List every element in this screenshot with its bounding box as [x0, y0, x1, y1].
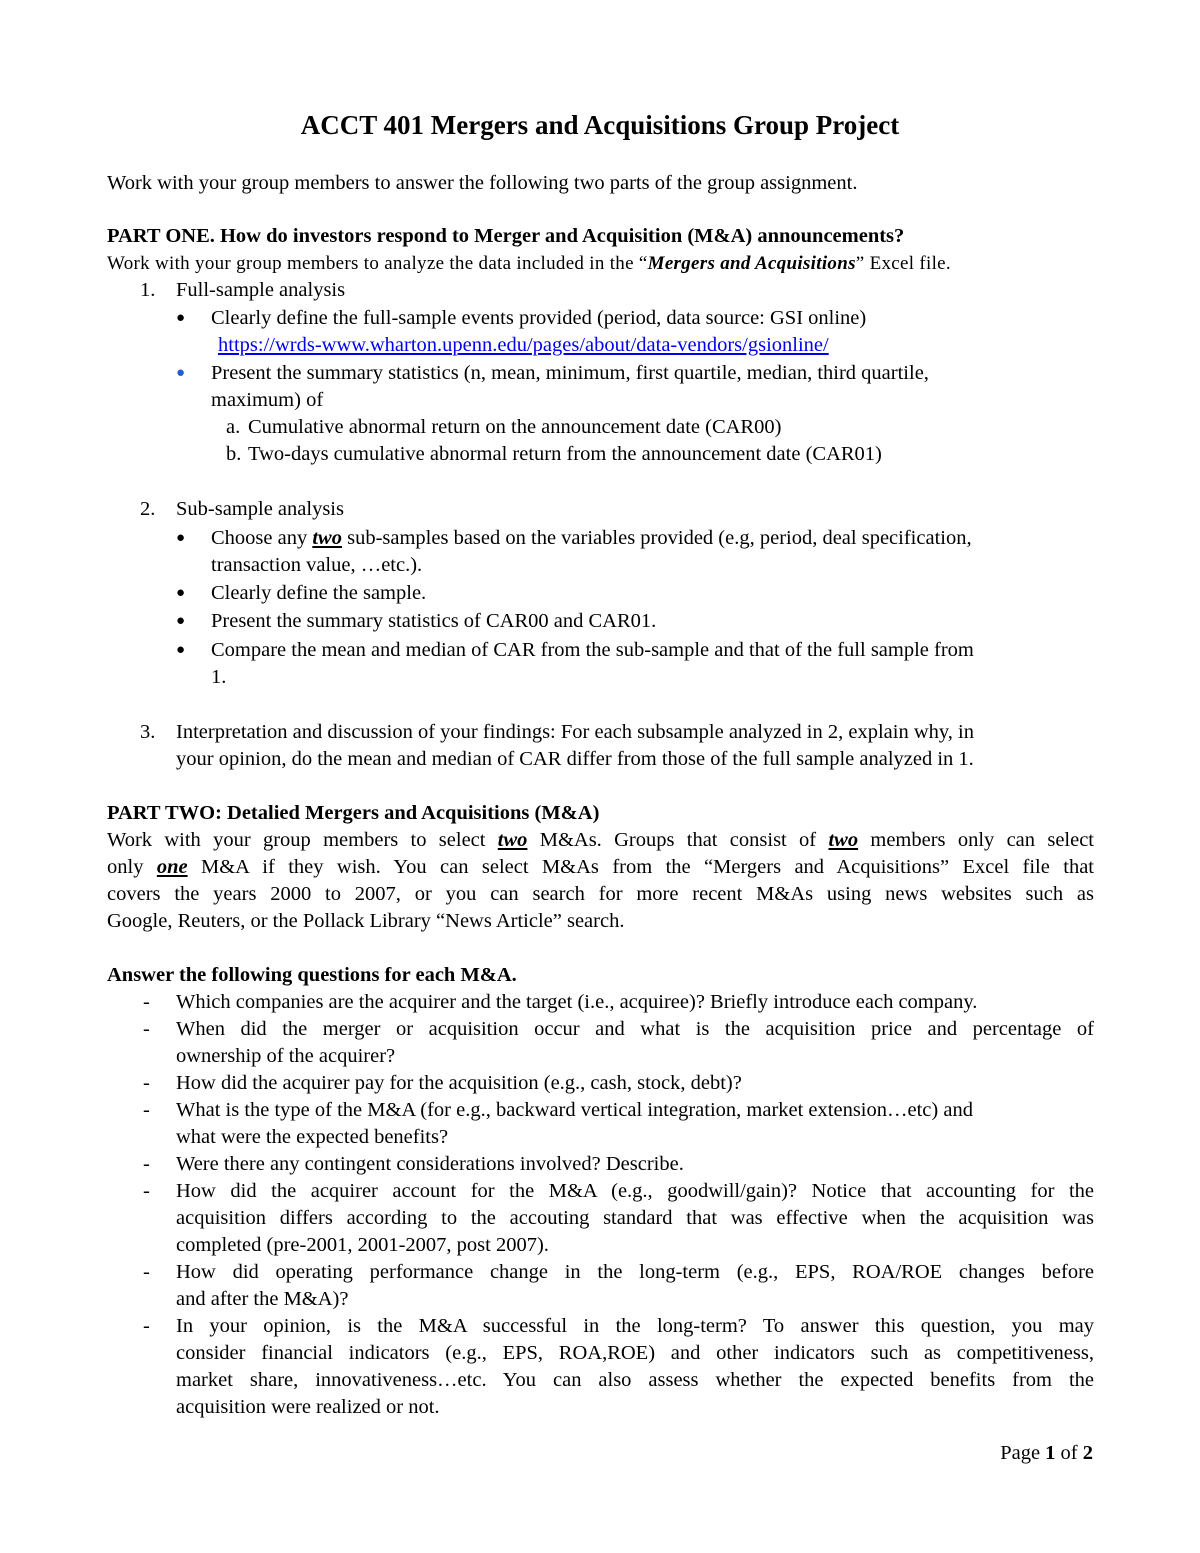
question-4-line-1: What is the type of the M&A (for e.g., backward vertical integration, market extension…etc) and: [176, 1099, 973, 1121]
dash-marker: -: [143, 1099, 150, 1121]
part-two-line-2: only one M&A if they wish. You can select M&As from the “Mergers and Acquisitions” Excel file that: [107, 856, 1095, 878]
dash-marker: -: [143, 991, 150, 1013]
bullet-icon: ●: [176, 642, 186, 658]
item-1-bullet-1: Clearly define the full-sample events provided (period, data source: GSI online): [211, 307, 867, 329]
item-2-bullet-1-line-2: transaction value, …etc.).: [211, 554, 423, 576]
item-2-bullet-2: Clearly define the sample.: [211, 582, 427, 604]
dash-marker: -: [143, 1261, 150, 1283]
question-6-line-2: acquisition differs according to the accouting standard that was effective when the acquisition was: [176, 1207, 1094, 1229]
item-2-bullet-3: Present the summary statistics of CAR00 and CAR01.: [211, 610, 657, 632]
item-3-line-1: Interpretation and discussion of your findings: For each subsample analyzed in 2, explain why, in: [176, 721, 974, 743]
sub-item-a: Cumulative abnormal return on the announcement date (CAR00): [248, 416, 782, 438]
question-7-line-2: and after the M&A)?: [176, 1288, 349, 1310]
page-number: Page 1 of 2: [1000, 1442, 1093, 1464]
bullet-icon: ●: [176, 310, 186, 326]
item-1-bullet-2-line-1: Present the summary statistics (n, mean, minimum, first quartile, median, third quartile,: [211, 362, 929, 384]
intro-paragraph: Work with your group members to answer the following two parts of the group assignment.: [107, 172, 858, 194]
dash-marker: -: [143, 1018, 150, 1040]
question-5: Were there any contingent considerations involved? Describe.: [176, 1153, 684, 1175]
part-two-line-3: covers the years 2000 to 2007, or you can search for more recent M&As using news websites such as: [107, 883, 1094, 905]
question-8-line-1: In your opinion, is the M&A successful in the long-term? To answer this question, you may: [176, 1315, 1094, 1337]
dash-marker: -: [143, 1153, 150, 1175]
item-1-label: Full-sample analysis: [176, 279, 346, 301]
item-3-number: 3.: [140, 721, 156, 743]
dash-marker: -: [143, 1180, 150, 1202]
sub-item-b-letter: b.: [226, 443, 242, 465]
question-8-line-3: market share, innovativeness…etc. You can also assess whether the expected benefits from the: [176, 1369, 1094, 1391]
question-6-line-3: completed (pre-2001, 2001-2007, post 2007).: [176, 1234, 549, 1256]
part-two-line-4: Google, Reuters, or the Pollack Library “News Article” search.: [107, 910, 625, 932]
question-3: How did the acquirer pay for the acquisition (e.g., cash, stock, debt)?: [176, 1072, 742, 1094]
question-6-line-1: How did the acquirer account for the M&A (e.g., goodwill/gain)? Notice that accounting for the: [176, 1180, 1094, 1202]
item-2-label: Sub-sample analysis: [176, 498, 344, 520]
sub-item-b: Two-days cumulative abnormal return from the announcement date (CAR01): [248, 443, 882, 465]
question-4-line-2: what were the expected benefits?: [176, 1126, 449, 1148]
item-2-bullet-1: Choose any two sub-samples based on the variables provided (e.g, period, deal specification,: [211, 527, 972, 549]
item-2-number: 2.: [140, 498, 156, 520]
dash-marker: -: [143, 1315, 150, 1337]
question-2-line-1: When did the merger or acquisition occur and what is the acquisition price and percentage of: [176, 1018, 1094, 1040]
page-title: ACCT 401 Mergers and Acquisitions Group Project: [300, 110, 900, 140]
part-one-intro: Work with your group members to analyze the data included in the “Mergers and Acquisitions” Excel file.: [107, 253, 951, 274]
sub-item-a-letter: a.: [226, 416, 241, 438]
questions-heading: Answer the following questions for each M&A.: [107, 964, 517, 986]
question-8-line-2: consider financial indicators (e.g., EPS, ROA,ROE) and other indicators such as competitiveness,: [176, 1342, 1094, 1364]
question-1: Which companies are the acquirer and the target (i.e., acquiree)? Briefly introduce each company.: [176, 991, 978, 1013]
gsi-online-link[interactable]: https://wrds-www.wharton.upenn.edu/pages/about/data-vendors/gsionline/: [218, 334, 829, 356]
bullet-icon: ●: [176, 613, 186, 629]
part-two-heading: PART TWO: Detalied Mergers and Acquisitions (M&A): [107, 802, 600, 824]
question-8-line-4: acquisition were realized or not.: [176, 1396, 440, 1418]
bullet-icon: ●: [176, 365, 186, 381]
question-7-line-1: How did operating performance change in the long-term (e.g., EPS, ROA/ROE changes before: [176, 1261, 1094, 1283]
dash-marker: -: [143, 1072, 150, 1094]
part-two-line-1: Work with your group members to select two M&As. Groups that consist of two members only can select: [107, 829, 1095, 851]
item-1-number: 1.: [140, 279, 156, 301]
item-2-bullet-4-line-2: 1.: [211, 666, 227, 688]
item-1-bullet-2-line-2: maximum) of: [211, 389, 324, 411]
bullet-icon: ●: [176, 530, 186, 546]
file-name-mergers: Mergers and Acquisitions: [647, 253, 856, 274]
question-2-line-2: ownership of the acquirer?: [176, 1045, 396, 1067]
bullet-icon: ●: [176, 585, 186, 601]
part-one-heading: PART ONE. How do investors respond to Merger and Acquisition (M&A) announcements?: [107, 225, 905, 247]
item-2-bullet-4: Compare the mean and median of CAR from the sub-sample and that of the full sample from: [211, 639, 974, 661]
item-3-line-2: your opinion, do the mean and median of CAR differ from those of the full sample analyzed in 1.: [176, 748, 974, 770]
